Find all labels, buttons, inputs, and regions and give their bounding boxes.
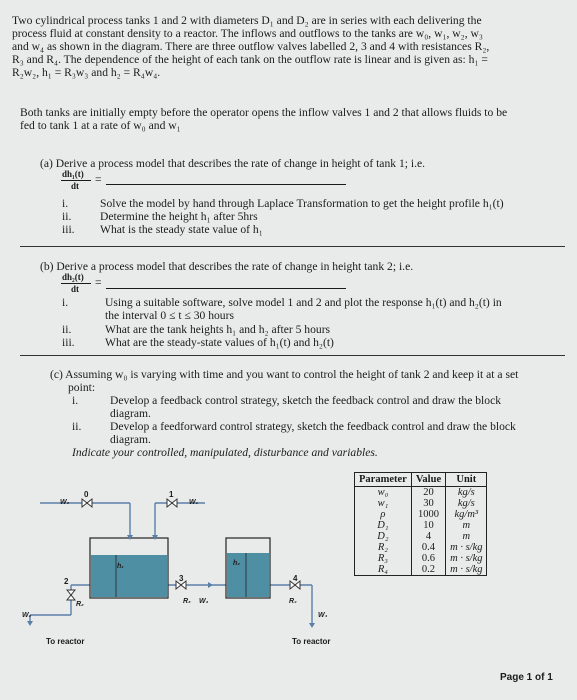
table-row — [355, 487, 487, 499]
part-b-item-3-num: iii. — [62, 336, 75, 349]
value-cell: 30 — [411, 498, 445, 509]
param-cell: ρ — [355, 509, 412, 520]
valve-4-label: 4 — [293, 574, 298, 583]
page-number: Page 1 of 1 — [500, 672, 553, 683]
param-cell: w₀ — [355, 487, 412, 499]
part-b-equals: = — [95, 276, 102, 289]
header-unit: Unit — [446, 473, 487, 487]
part-a-item-3: What is the steady state value of h₁ — [100, 223, 263, 236]
arrow-reactor-right-icon — [309, 623, 315, 628]
part-b-frac-num: dh₂(t) — [62, 272, 84, 282]
intro-line-3: and w₄ as shown in the diagram. There are three outflow valves labelled 2, 3 and 4 with resistances R₂, — [12, 40, 490, 53]
value-cell: 20 — [411, 487, 445, 499]
part-a-item-1-num: i. — [62, 197, 69, 210]
part-b-item-1-num: i. — [62, 296, 69, 309]
table-header-row — [355, 473, 487, 487]
part-a-lead: (a) Derive a process model that describes the rate of change in height of tank 1; i.e. — [40, 157, 426, 170]
value-cell: 0.4 — [411, 542, 445, 553]
value-cell: 0.2 — [411, 564, 445, 576]
table-row — [355, 498, 487, 509]
part-a-item-1: Solve the model by hand through Laplace Transformation to get the height profile h₁(t) — [100, 197, 504, 210]
table-row — [355, 520, 487, 531]
unit-cell: m · s/kg — [446, 553, 487, 564]
param-cell: R₂ — [355, 542, 412, 553]
part-a-frac-num: dh₁(t) — [62, 169, 84, 179]
part-c-item-2-num: ii. — [72, 420, 82, 433]
part-a-equals: = — [95, 173, 102, 186]
flow-arrows — [27, 535, 315, 628]
unit-cell: kg/m³ — [446, 509, 487, 520]
param-cell: w₁ — [355, 498, 412, 509]
part-b-item-1a: Using a suitable software, solve model 1 and 2 and plot the response h₁(t) and h₂(t) in — [105, 296, 502, 309]
to-reactor-right: To reactor — [292, 637, 331, 646]
label-r3: R₃ — [183, 598, 191, 605]
label-r2: R₂ — [76, 601, 84, 608]
part-c-lead-a: (c) Assuming w₀ is varying with time and you want to control the height of tank 2 and keep it at a set — [50, 368, 519, 381]
value-cell: 0.6 — [411, 553, 445, 564]
table-row — [355, 553, 487, 564]
unit-cell: m · s/kg — [446, 564, 487, 576]
value-cell: 10 — [411, 520, 445, 531]
part-c-note: Indicate your controlled, manipulated, disturbance and variables. — [72, 446, 378, 459]
to-reactor-left: To reactor — [46, 637, 85, 646]
value-cell: 4 — [411, 531, 445, 542]
valve-3-label: 3 — [179, 574, 184, 583]
label-h1: h₁ — [117, 563, 124, 570]
label-w3: W₃ — [199, 598, 209, 605]
label-w0: W₀ — [60, 499, 70, 506]
valve-2-label: 2 — [64, 577, 69, 586]
table-row — [355, 509, 487, 520]
param-cell: D₂ — [355, 531, 412, 542]
parameter-table — [354, 472, 487, 576]
valve-0-label: 0 — [84, 490, 89, 499]
part-a-frac-den: dt — [71, 181, 80, 191]
label-r4: R₄ — [289, 598, 297, 605]
part-c-item-1-num: i. — [72, 394, 79, 407]
intro-line-4: R₃ and R₄. The dependence of the height of each tank on the outflow rate is linear and is given as: h₁ = — [12, 53, 488, 66]
part-b-item-1b: the interval 0 ≤ t ≤ 30 hours — [105, 309, 234, 322]
param-cell: R₃ — [355, 553, 412, 564]
part-c-item-1b: diagram. — [110, 407, 151, 420]
intro-line-1: Two cylindrical process tanks 1 and 2 with diameters D₁ and D₂ are in series with each delivering the — [12, 14, 482, 27]
part-b-item-3: What are the steady-state values of h₁(t) and h₂(t) — [105, 336, 334, 349]
table-row — [355, 542, 487, 553]
unit-cell: m · s/kg — [446, 542, 487, 553]
value-cell: 1000 — [411, 509, 445, 520]
unit-cell: m — [446, 520, 487, 531]
arrow-w3-icon — [208, 582, 213, 588]
table-row — [355, 564, 487, 576]
intro2-line-2: fed to tank 1 at a rate of w₀ and w₁ — [20, 119, 181, 132]
param-cell: D₁ — [355, 520, 412, 531]
label-w2: W₂ — [22, 612, 32, 619]
part-b-item-2: What are the tank heights h₁ and h₂ after 5 hours — [105, 323, 331, 336]
header-value: Value — [411, 473, 445, 487]
label-w1: W₁ — [189, 499, 199, 506]
intro-line-2: process fluid at constant density to a reactor. The inflows and outflows to the tanks are w₀, w₁, w₂, w₃ — [12, 27, 483, 40]
part-c-item-2b: diagram. — [110, 433, 151, 446]
part-b-frac-den: dt — [71, 284, 80, 294]
intro2-line-1: Both tanks are initially empty before the operator opens the inflow valves 1 and 2 that allows fluids to be — [20, 106, 508, 119]
part-c-item-2a: Develop a feedforward control strategy, sketch the feedback control and draw the block — [110, 420, 516, 433]
unit-cell: kg/s — [446, 487, 487, 499]
label-h2: h₂ — [233, 560, 240, 567]
label-w4: W₄ — [318, 612, 328, 619]
tank-1 — [90, 538, 168, 598]
part-a-item-2-num: ii. — [62, 210, 72, 223]
part-b-item-2-num: ii. — [62, 323, 72, 336]
unit-cell: m — [446, 531, 487, 542]
valve-1-label: 1 — [169, 490, 174, 499]
tank-1-liquid — [91, 555, 167, 597]
param-cell: R₄ — [355, 564, 412, 576]
part-c-item-1a: Develop a feedback control strategy, sketch the feedback control and draw the block — [110, 394, 502, 407]
unit-cell: kg/s — [446, 498, 487, 509]
part-a-item-2: Determine the height h₁ after 5hrs — [100, 210, 258, 223]
part-b-lead: (b) Derive a process model that describes the rate of change in height tank 2; i.e. — [40, 260, 414, 273]
valve-2-icon — [67, 590, 75, 600]
header-parameter: Parameter — [355, 473, 412, 487]
table-row — [355, 531, 487, 542]
part-a-item-3-num: iii. — [62, 223, 75, 236]
intro-line-5: R₂w₂, h₁ = R₃w₃ and h₂ = R₄w₄. — [12, 66, 161, 79]
part-c-lead-b: point: — [68, 381, 96, 394]
